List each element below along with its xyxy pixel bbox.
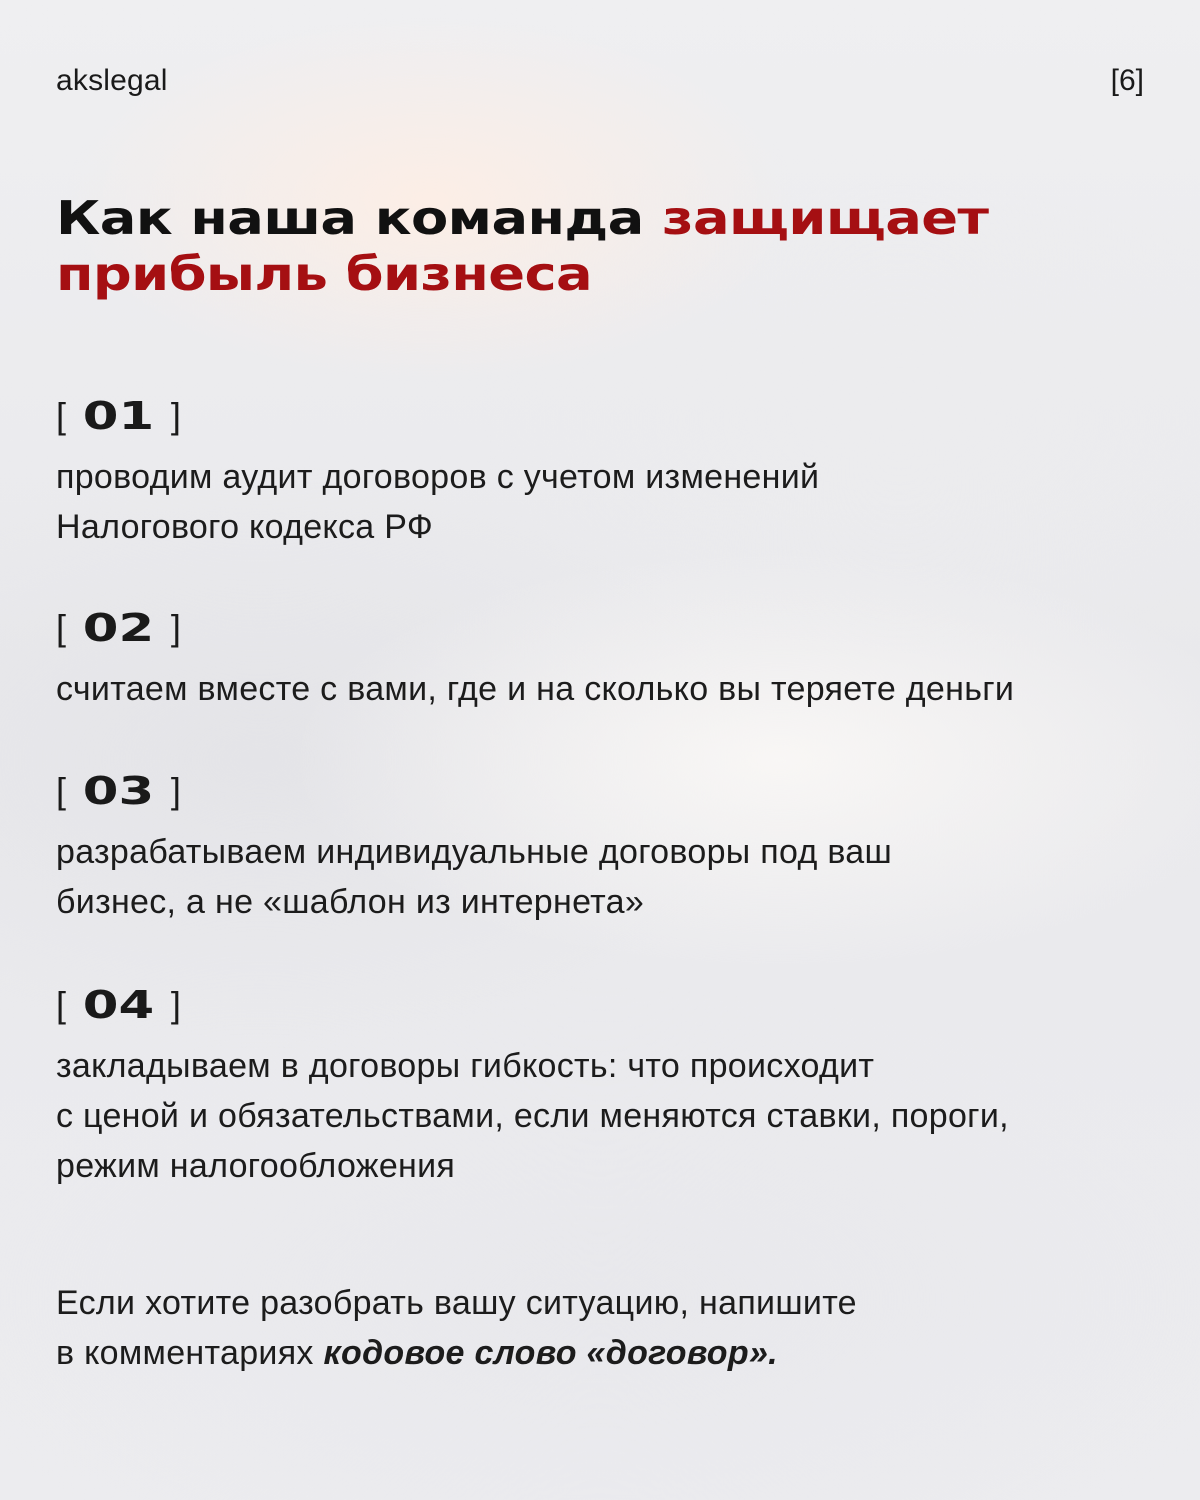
brand-name: akslegal	[56, 64, 168, 97]
close-bracket: ]	[170, 770, 181, 811]
item-text	[56, 664, 1156, 714]
list-item	[56, 983, 1156, 1191]
item-number: 04	[82, 983, 155, 1027]
close-bracket: ]	[170, 395, 181, 436]
title-red-part-1: защищает	[662, 191, 989, 245]
item-number-line	[56, 606, 1156, 650]
item-text-line: бизнес, а не «шаблон из интернета»	[56, 883, 645, 921]
item-text	[56, 1041, 1156, 1191]
close-bracket: ]	[170, 984, 181, 1025]
cta-line-1: Если хотите разобрать вашу ситуацию, напишите	[56, 1284, 857, 1322]
list-item	[56, 394, 1156, 552]
item-text-line: считаем вместе с вами, где и на сколько вы теряете деньги	[56, 670, 1015, 708]
slide-title	[56, 190, 1200, 302]
item-number-line	[56, 394, 1156, 438]
list-item	[56, 769, 1156, 927]
item-number: 02	[82, 606, 155, 650]
item-text-line: режим налогообложения	[56, 1147, 456, 1185]
item-text	[56, 452, 1156, 552]
call-to-action	[56, 1278, 1156, 1378]
item-number-line	[56, 983, 1156, 1027]
item-text-line: закладываем в договоры гибкость: что происходит	[56, 1047, 875, 1085]
cta-line-2	[56, 1328, 1156, 1378]
cta-prefix: в комментариях	[56, 1334, 324, 1372]
item-text-line: с ценой и обязательствами, если меняются ставки, пороги,	[56, 1097, 1009, 1135]
item-text-line: проводим аудит договоров с учетом изменений	[56, 458, 820, 496]
open-bracket: [	[56, 984, 67, 1025]
close-bracket: ]	[170, 607, 181, 648]
title-black-part: Как наша команда	[56, 191, 663, 245]
item-number-line	[56, 769, 1156, 813]
item-text-line: Налогового кодекса РФ	[56, 508, 433, 546]
cta-code-word: кодовое слово «договор».	[323, 1334, 778, 1372]
item-text-line: разрабатываем индивидуальные договоры под ваш	[56, 833, 893, 871]
title-red-part-2: прибыль бизнеса	[56, 247, 593, 301]
item-number: 03	[82, 769, 155, 813]
item-text	[56, 827, 1156, 927]
open-bracket: [	[56, 395, 67, 436]
open-bracket: [	[56, 770, 67, 811]
open-bracket: [	[56, 607, 67, 648]
list-item	[56, 606, 1156, 714]
page-number: [6]	[1110, 64, 1144, 97]
item-number: 01	[82, 394, 155, 438]
